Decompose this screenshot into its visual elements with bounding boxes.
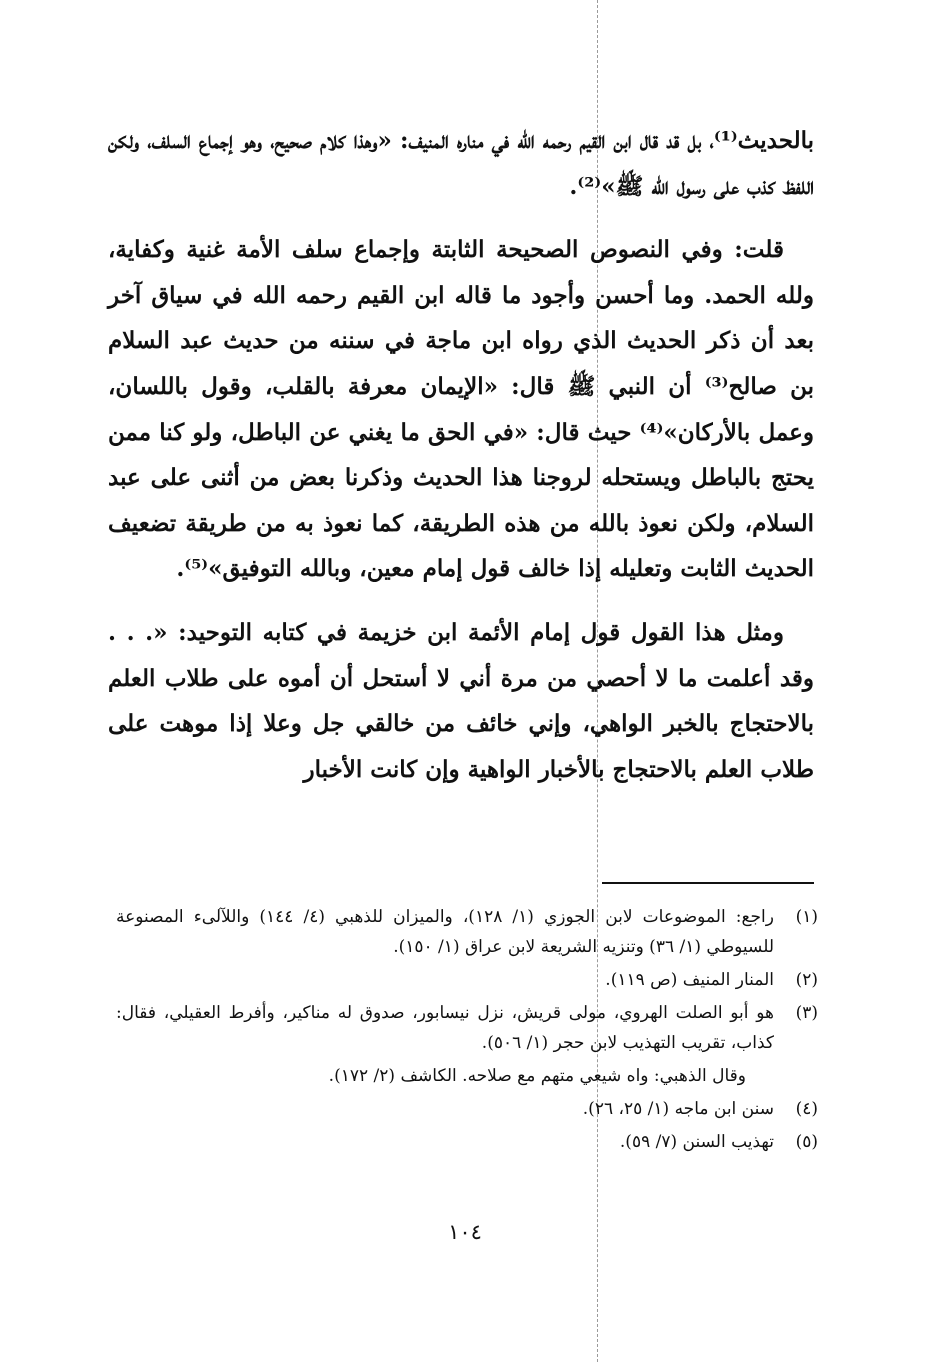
footnote-text: سنن ابن ماجه (١/ ٢٥، ٢٦). xyxy=(582,1099,774,1119)
footnote-text: المنار المنيف (ص ١١٩). xyxy=(605,970,774,990)
footnote-1 xyxy=(116,902,818,962)
footnote-number: (١) xyxy=(795,907,818,927)
footnote-3 xyxy=(116,998,818,1058)
footnote-text: تهذيب السنن (٧/ ٥٩). xyxy=(619,1132,774,1152)
paragraph-1: بالحديث⁽¹⁾، بل قد قال ابن القيم رحمه الله في مناره المنيف: «وهذا كلام صحيح، وهو إجماع السلف، ولكن اللفظ كذب على رسول الله ﷺ»⁽²⁾. xyxy=(108,127,814,200)
footnotes xyxy=(116,902,818,1160)
paragraph-3: ومثل هذا القول قول إمام الأئمة ابن خزيمة في كتابه التوحيد: «. . . وقد أعلمت ما لا أحصي من مرة أني لا أستحل أن أموه على طلاب العلم بالاحتجاج بالخبر الواهي، وإني خائف من خالقي جل وعلا إذا موهت على طلاب العلم بالاحتجاج بالأخبار الواهية وإن كانت الأخبار xyxy=(108,618,814,783)
footnote-3-continuation: وقال الذهبي: واه شيعي متهم مع صلاحه. الكاشف (٢/ ١٧٢). xyxy=(328,1066,746,1086)
footnote-number: (٣) xyxy=(795,1003,818,1023)
footnote-5 xyxy=(116,1127,818,1157)
footnote-separator xyxy=(602,882,814,884)
footnote-2 xyxy=(116,965,818,995)
footnote-4 xyxy=(116,1094,818,1124)
footnote-text: راجع: الموضوعات لابن الجوزي (١/ ١٢٨)، والميزان للذهبي (٤/ ١٤٤) واللآلىء المصنوعة للسيوطي (١/ ٣٦) وتنزيه الشريعة لابن عراق (١/ ١٥٠). xyxy=(116,907,774,957)
main-text xyxy=(108,118,814,792)
footnote-number: (٥) xyxy=(795,1132,818,1152)
page-number: ١٠٤ xyxy=(448,1220,482,1244)
footnote-number: (٤) xyxy=(795,1099,818,1119)
footnote-number: (٢) xyxy=(795,970,818,990)
footnote-text: هو أبو الصلت الهروي، مولى قريش، نزل نيسابور، صدوق له مناكير، وأفرط العقيلي، فقال: كذاب، تقريب التهذيب لابن حجر (١/ ٥٠٦). xyxy=(116,1003,774,1053)
paragraph-2: قلت: وفي النصوص الصحيحة الثابتة وإجماع سلف الأمة غنية وكفاية، ولله الحمد. وما أحسن وأجود ما قاله ابن القيم رحمه الله في سياق آخر بعد أن ذكر الحديث الذي رواه ابن ماجة في سننه من حديث عبد السلام بن صالح⁽³⁾ أن النبي ﷺ قال: «الإيمان معرفة بالقلب، وقول باللسان، وعمل بالأركان»⁽⁴⁾ حيث قال: «في الحق ما يغني عن الباطل، ولو كنا ممن يحتج بالباطل ويستحله لروجنا هذا الحديث وذكرنا بعض من أثنى على عبد السلام، ولكن نعوذ بالله من هذه الطريقة، كما نعوذ به من طريقة تضعيف الحديث الثابت وتعليله إذا خالف قول إمام معين، وبالله التوفيق»⁽⁵⁾. xyxy=(108,236,814,583)
